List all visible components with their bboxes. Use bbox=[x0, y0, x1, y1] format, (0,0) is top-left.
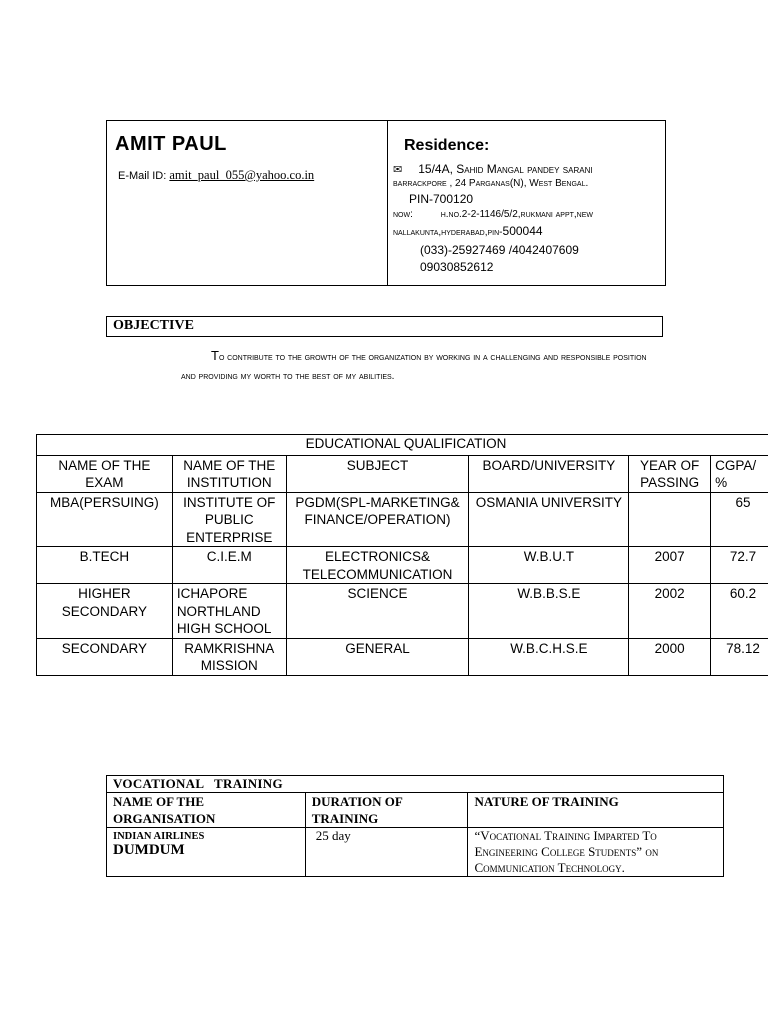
cell-exam: MBA(PERSUING) bbox=[37, 492, 173, 547]
cell-board: W.B.B.S.E bbox=[469, 584, 629, 639]
email-row bbox=[118, 168, 314, 183]
cell-duration: 25 day bbox=[305, 828, 468, 877]
education-caption: EDUCATIONAL QUALIFICATION bbox=[37, 435, 768, 456]
vocational-table bbox=[106, 775, 724, 877]
vocational-header-row bbox=[107, 793, 724, 828]
cell-exam: B.TECH bbox=[37, 547, 173, 584]
header-box bbox=[106, 120, 666, 286]
header-institution: NAME OF THE INSTITUTION bbox=[172, 455, 286, 492]
phone-line: (033)-25927469 /4042407609 bbox=[420, 243, 579, 257]
candidate-name: AMIT PAUL bbox=[115, 133, 227, 155]
header-organisation: NAME OF THE ORGANISATION bbox=[107, 793, 306, 828]
organisation-location: DUMDUM bbox=[113, 842, 185, 858]
vocational-title: VOCATIONAL TRAINING bbox=[107, 776, 724, 793]
cell-subject: PGDM(SPL-MARKETING& FINANCE/OPERATION) bbox=[286, 492, 469, 547]
email-link[interactable]: amit_paul_055@yahoo.co.in bbox=[169, 168, 315, 182]
pin-line: PIN-700120 bbox=[409, 192, 474, 206]
cell-exam: HIGHER SECONDARY bbox=[37, 584, 173, 639]
cell-subject: GENERAL bbox=[286, 638, 469, 675]
header-duration: DURATION OF TRAINING bbox=[305, 793, 468, 828]
current-address-line-1 bbox=[393, 209, 593, 220]
vocational-title-row bbox=[107, 776, 724, 793]
objective-body: o contribute to the growth of the organization by working in a challenging and responsible position and providing my worth to the best of my abilities. bbox=[181, 352, 647, 382]
header-board: BOARD/UNIVERSITY bbox=[469, 455, 629, 492]
table-row bbox=[37, 638, 768, 675]
now-address-line-2: nallakunta,hyderabad,pin- bbox=[393, 227, 503, 238]
cell-subject: SCIENCE bbox=[286, 584, 469, 639]
cell-year: 2002 bbox=[629, 584, 711, 639]
cell-cgpa: 65 bbox=[711, 492, 768, 547]
cell-board: W.B.U.T bbox=[469, 547, 629, 584]
cell-institution: ICHAPORE NORTHLAND HIGH SCHOOL bbox=[172, 584, 286, 639]
current-address-line-2 bbox=[393, 224, 543, 238]
cell-cgpa: 60.2 bbox=[711, 584, 768, 639]
header-cgpa: CGPA/ % bbox=[711, 455, 768, 492]
cell-cgpa: 78.12 bbox=[711, 638, 768, 675]
header-nature: NATURE OF TRAINING bbox=[468, 793, 724, 828]
email-label: E-Mail ID: bbox=[118, 170, 167, 182]
education-header-row bbox=[37, 455, 768, 492]
now-label: now: bbox=[393, 209, 413, 220]
cell-exam: SECONDARY bbox=[37, 638, 173, 675]
header-exam: NAME OF THE EXAM bbox=[37, 455, 173, 492]
cell-institution: INSTITUTE OF PUBLIC ENTERPRISE bbox=[172, 492, 286, 547]
cell-institution: C.I.E.M bbox=[172, 547, 286, 584]
objective-title: OBJECTIVE bbox=[113, 318, 194, 333]
cell-organisation bbox=[107, 828, 306, 877]
cell-year: 2000 bbox=[629, 638, 711, 675]
objective-text bbox=[181, 346, 651, 386]
now-address-line-1: h.no.2-2-1146/5/2,rukmani appt,new bbox=[440, 209, 593, 220]
table-row bbox=[37, 547, 768, 584]
table-row bbox=[37, 492, 768, 547]
header-divider bbox=[387, 121, 388, 285]
organisation-name: INDIAN AIRLINES bbox=[113, 831, 205, 842]
cell-board: W.B.C.H.S.E bbox=[469, 638, 629, 675]
address-line-1 bbox=[393, 162, 593, 176]
cell-nature: “Vocational Training Imparted To Engineering College Students” on Communication Technology. bbox=[468, 828, 724, 877]
cell-year bbox=[629, 492, 711, 547]
cell-subject: ELECTRONICS& TELECOMMUNICATION bbox=[286, 547, 469, 584]
cell-institution: RAMKRISHNA MISSION bbox=[172, 638, 286, 675]
education-caption-row bbox=[37, 435, 768, 456]
table-row bbox=[37, 584, 768, 639]
envelope-icon: ✉ bbox=[393, 164, 403, 176]
header-subject: SUBJECT bbox=[286, 455, 469, 492]
objective-first-letter: T bbox=[211, 348, 219, 363]
now-pin: 500044 bbox=[502, 224, 543, 238]
education-table bbox=[36, 434, 768, 676]
cell-cgpa: 72.7 bbox=[711, 547, 768, 584]
header-year: YEAR OF PASSING bbox=[629, 455, 711, 492]
cell-board: OSMANIA UNIVERSITY bbox=[469, 492, 629, 547]
address-line-1-text: 15/4A, Sahid Mangal pandey sarani bbox=[418, 162, 593, 176]
cell-year: 2007 bbox=[629, 547, 711, 584]
address-line-2: barrackpore , 24 Parganas(N), West Bengal. bbox=[393, 178, 589, 189]
mobile-line: 09030852612 bbox=[420, 260, 494, 274]
objective-box bbox=[106, 316, 663, 337]
residence-title: Residence: bbox=[404, 137, 490, 154]
table-row bbox=[107, 828, 724, 877]
